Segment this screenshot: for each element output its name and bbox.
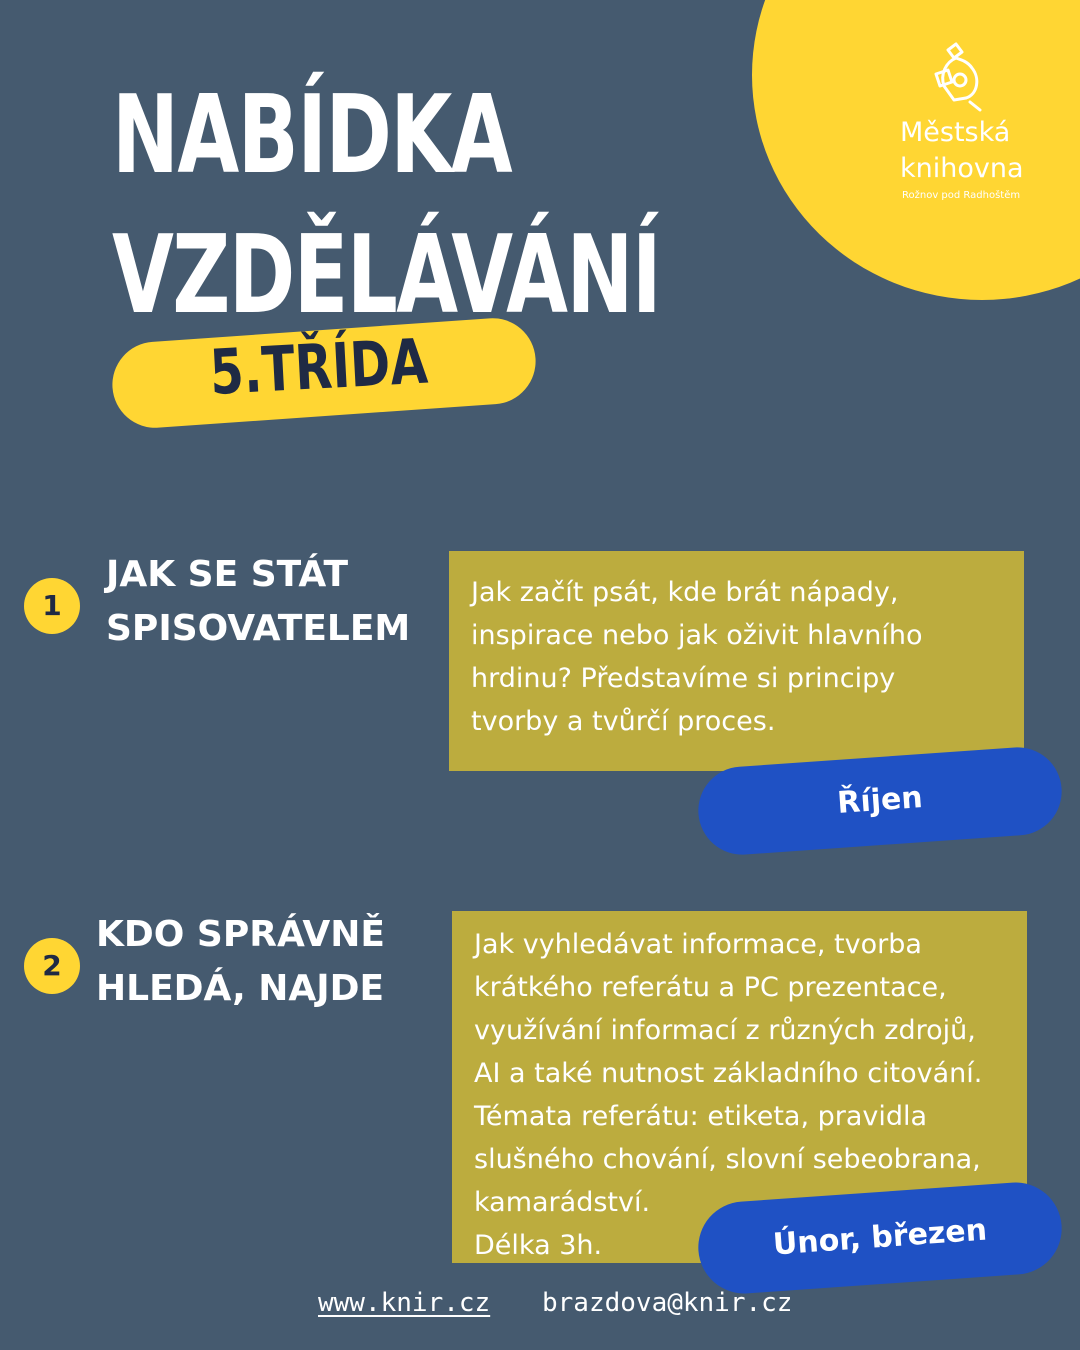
course-title-line2: SPISOVATELEM — [106, 608, 411, 649]
course-title — [96, 908, 385, 1016]
course-title-line1: JAK SE STÁT — [106, 554, 349, 595]
page-title-line1: NABÍDKA — [112, 73, 512, 198]
course-number-badge: 2 — [24, 938, 80, 994]
description-line: Jak začít psát, kde brát nápady, — [471, 577, 899, 608]
description-line: Jak vyhledávat informace, tvorba — [474, 929, 922, 960]
library-name-line2: knihovna — [900, 153, 1024, 184]
email-link[interactable]: brazdova@knir.cz — [542, 1288, 793, 1318]
description-line: Délka 3h. — [474, 1230, 603, 1261]
course-description — [449, 551, 1024, 771]
library-location: Rožnov pod Radhoštěm — [902, 190, 1021, 201]
library-figure-icon — [926, 40, 990, 112]
description-line: krátkého referátu a PC prezentace, — [474, 972, 947, 1003]
library-logo[interactable] — [890, 40, 1030, 201]
month-badge: Říjen — [695, 744, 1064, 857]
description-line: AI a také nutnost základního citování. — [474, 1058, 983, 1089]
description-line: hrdinu? Představíme si principy — [471, 663, 896, 694]
description-line: inspirace nebo jak oživit hlavního — [471, 620, 923, 651]
description-line: tvorby a tvůrčí proces. — [471, 706, 776, 737]
description-line: Témata referátu: etiketa, pravidla — [474, 1101, 928, 1132]
course-title-line1: KDO SPRÁVNĚ — [96, 914, 385, 955]
page-title-line2: VZDĚLÁVÁNÍ — [112, 213, 661, 338]
course-number-badge: 1 — [24, 578, 80, 634]
course-title-line2: HLEDÁ, NAJDE — [96, 968, 385, 1009]
website-link[interactable]: www.knir.cz — [318, 1288, 491, 1318]
grade-badge: 5.TŘÍDA — [208, 324, 430, 409]
description-line: kamarádství. — [474, 1187, 651, 1218]
library-name-line1: Městská — [900, 117, 1011, 148]
month-badge: Únor, březen — [695, 1179, 1065, 1296]
description-line: slušného chování, slovní sebeobrana, — [474, 1144, 981, 1175]
description-line: využívání informací z různých zdrojů, — [474, 1015, 976, 1046]
course-title — [106, 548, 410, 656]
